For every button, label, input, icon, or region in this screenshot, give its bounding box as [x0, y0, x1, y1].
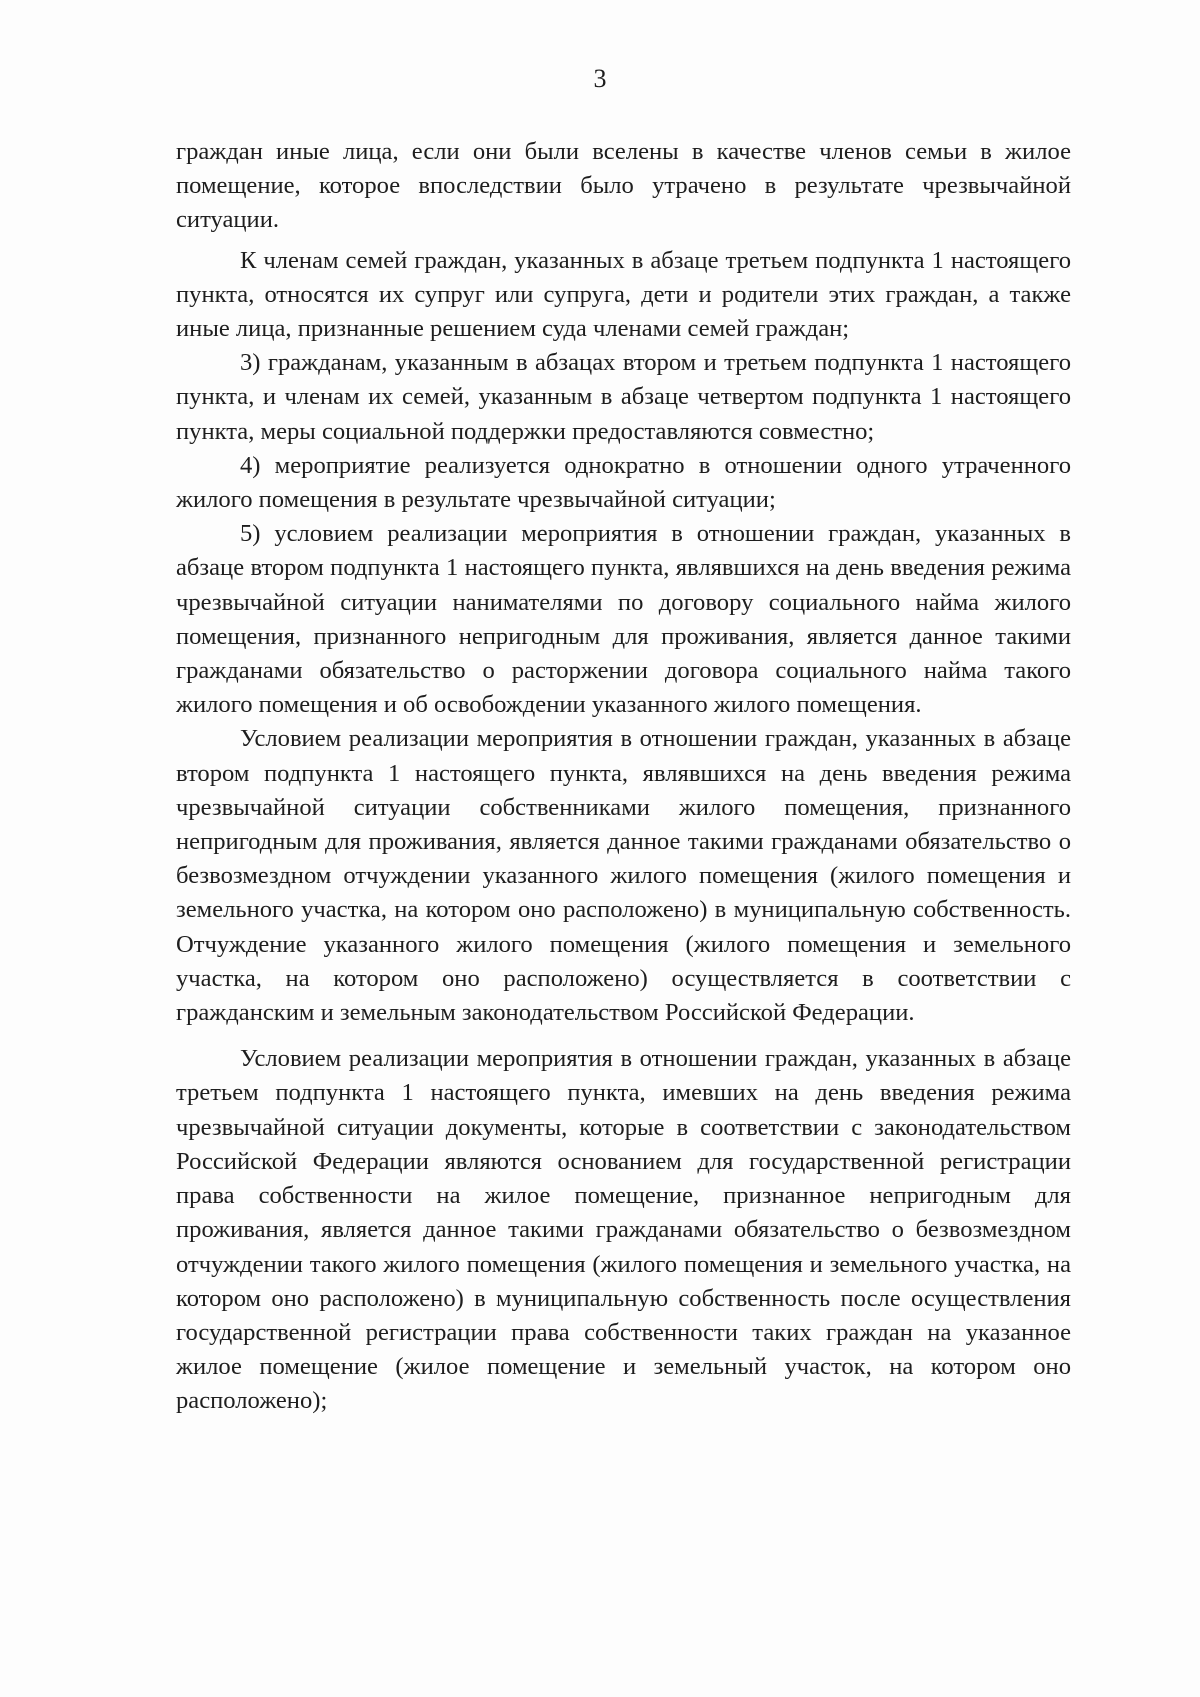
paragraph-condition-owners: Условием реализации мероприятия в отношении граждан, указанных в абзаце втором подпункта 1 настоящего пункта, являвшихся на день введения режима чрезвычайной ситуации собственниками жилого помещения, признанного непригодным для проживания, является данное такими гражданами обязательство о безвозмездном отчуждении указанного жилого помещения (жилого помещения и земельного участка, на котором оно расположено) в муниципальную собственность. Отчуждение указанного жилого помещения (жилого помещения и земельного участка, на котором оно расположено) осуществляется в соответствии с гражданским и земельным законодательством Российской Федерации.: [176, 725, 1071, 1027]
paragraph-item-5: 5) условием реализации мероприятия в отношении граждан, указанных в абзаце втором подпункта 1 настоящего пункта, являвшихся на день введения режима чрезвычайной ситуации нанимателями по договору социального найма жилого помещения, признанного непригодным для проживания, является данное такими гражданами обязательство о расторжении договора социального найма такого жилого помещения и об освобождении указанного жилого помещения.: [176, 520, 1071, 719]
paragraph-item-4: 4) мероприятие реализуется однократно в отношении одного утраченного жилого помещения в результате чрезвычайной ситуации;: [176, 451, 1071, 514]
page-number: 3: [593, 64, 607, 93]
paragraph-item-3: 3) гражданам, указанным в абзацах втором и третьем подпункта 1 настоящего пункта, и членам их семей, указанным в абзаце четвертом подпункта 1 настоящего пункта, меры социальной поддержки предоставляются совместно;: [176, 349, 1071, 445]
paragraph-continuation: граждан иные лица, если они были вселены в качестве членов семьи в жилое помещение, которое впоследствии было утрачено в результате чрезвычайной ситуации.: [176, 138, 1071, 234]
document-body: [176, 135, 1071, 1419]
paragraph-condition-documents: Условием реализации мероприятия в отношении граждан, указанных в абзаце третьем подпункта 1 настоящего пункта, имевших на день введения режима чрезвычайной ситуации документы, которые в соответствии с законодательством Российской Федерации являются основанием для государственной регистрации права собственности на жилое помещение, признанное непригодным для проживания, является данное такими гражданами обязательство о безвозмездном отчуждении такого жилого помещения (жилого помещения и земельного участка, на котором оно расположено) в муниципальную собственность после осуществления государственной регистрации права собственности таких граждан на указанное жилое помещение (жилое помещение и земельный участок, на котором оно расположено);: [176, 1045, 1071, 1415]
paragraph-family-members: К членам семей граждан, указанных в абзаце третьем подпункта 1 настоящего пункта, относятся их супруг или супруга, дети и родители этих граждан, а также иные лица, признанные решением суда членами семей граждан;: [176, 246, 1071, 343]
